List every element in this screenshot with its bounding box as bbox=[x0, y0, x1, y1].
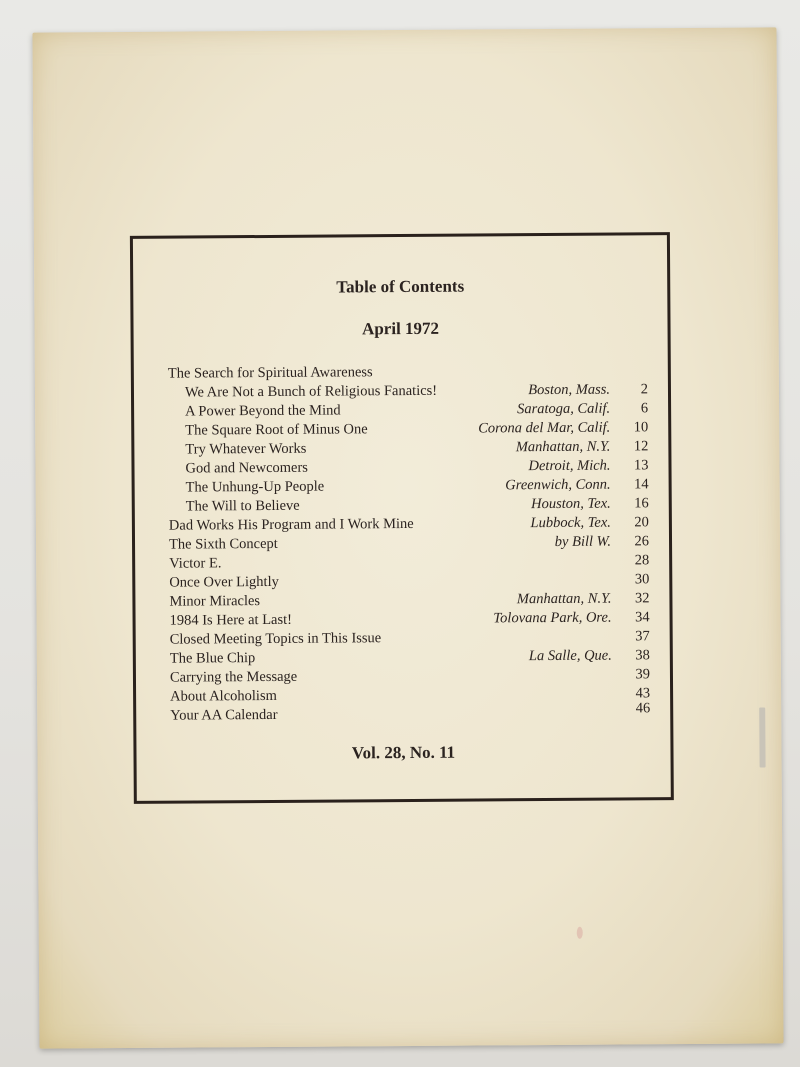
toc-entry-location: Houston, Tex. bbox=[531, 495, 611, 513]
toc-entry-page-number: 28 bbox=[634, 552, 650, 569]
toc-entry-title: Carrying the Message bbox=[169, 668, 298, 686]
toc-entry-title: Minor Miracles bbox=[169, 593, 261, 610]
toc-entry-location: Lubbock, Tex. bbox=[530, 514, 611, 532]
toc-entry-location: by Bill W. bbox=[554, 533, 612, 550]
toc-entry-title: Dad Works His Program and I Work Mine bbox=[168, 515, 414, 534]
toc-entry-page-number: 14 bbox=[634, 476, 649, 493]
toc-entry bbox=[170, 700, 651, 725]
toc-entry-page-number: 39 bbox=[635, 666, 651, 683]
toc-entry-page-number: 13 bbox=[633, 457, 649, 474]
toc-entry-page-number: 37 bbox=[635, 628, 650, 645]
toc-entry-title: The Sixth Concept bbox=[168, 535, 278, 553]
page-edge-tab bbox=[759, 708, 765, 768]
toc-entry-location: Boston, Mass. bbox=[528, 381, 611, 399]
toc-entry-location: Corona del Mar, Calif. bbox=[478, 419, 611, 437]
toc-heading: Table of Contents bbox=[336, 276, 465, 297]
toc-entry-title: The Blue Chip bbox=[169, 650, 256, 667]
toc-entry-title: The Will to Believe bbox=[185, 497, 300, 515]
toc-entry-page-number: 20 bbox=[634, 514, 649, 531]
toc-entry-title: Your AA Calendar bbox=[170, 706, 278, 724]
toc-entry-title: God and Newcomers bbox=[185, 459, 308, 477]
toc-entry-title: Victor E. bbox=[169, 555, 222, 572]
table-of-contents-box bbox=[130, 232, 674, 804]
toc-entry-title: Closed Meeting Topics in This Issue bbox=[169, 630, 382, 648]
toc-entry-title: 1984 Is Here at Last! bbox=[169, 611, 293, 629]
toc-entry-page-number: 43 bbox=[635, 685, 651, 702]
toc-entry-page-number: 2 bbox=[640, 381, 649, 398]
issue-date: April 1972 bbox=[361, 318, 440, 339]
toc-entry-page-number: 32 bbox=[634, 590, 650, 607]
toc-entry-page-number: 16 bbox=[634, 495, 649, 512]
volume-number: Vol. 28, No. 11 bbox=[351, 742, 456, 763]
toc-entry-title: About Alcoholism bbox=[170, 687, 277, 705]
toc-entry-title: We Are Not a Bunch of Religious Fanatics! bbox=[184, 382, 438, 401]
toc-entry-page-number: 46 bbox=[635, 700, 651, 717]
toc-entry-title: A Power Beyond the Mind bbox=[185, 402, 341, 420]
toc-entry-location: Tolovana Park, Ore. bbox=[493, 609, 612, 627]
toc-entry-list bbox=[168, 361, 651, 725]
magazine-page bbox=[32, 27, 783, 1048]
paper-smudge bbox=[577, 927, 583, 939]
toc-entry-location: Greenwich, Conn. bbox=[505, 476, 611, 494]
toc-entry-page-number: 12 bbox=[633, 438, 649, 455]
toc-entry-location: La Salle, Que. bbox=[528, 647, 612, 665]
toc-entry-title: The Square Root of Minus One bbox=[185, 421, 368, 439]
toc-entry-location: Detroit, Mich. bbox=[528, 457, 611, 475]
toc-entry-page-number: 30 bbox=[634, 571, 650, 588]
toc-entry-page-number: 6 bbox=[640, 400, 649, 417]
toc-entry-page-number: 38 bbox=[635, 647, 650, 664]
toc-entry-title: The Unhung-Up People bbox=[185, 478, 325, 496]
toc-entry-location: Saratoga, Calif. bbox=[516, 400, 611, 418]
toc-entry-page-number: 10 bbox=[633, 419, 649, 436]
toc-entry-page-number: 34 bbox=[635, 609, 650, 626]
toc-entry-title: Once Over Lightly bbox=[169, 573, 279, 591]
toc-entry-location: Manhattan, N.Y. bbox=[515, 438, 611, 456]
toc-entry-title: The Search for Spiritual Awareness bbox=[167, 364, 373, 382]
toc-entry-page-number: 26 bbox=[634, 533, 650, 550]
toc-entry-title: Try Whatever Works bbox=[185, 440, 307, 458]
toc-entry-location: Manhattan, N.Y. bbox=[516, 590, 612, 608]
